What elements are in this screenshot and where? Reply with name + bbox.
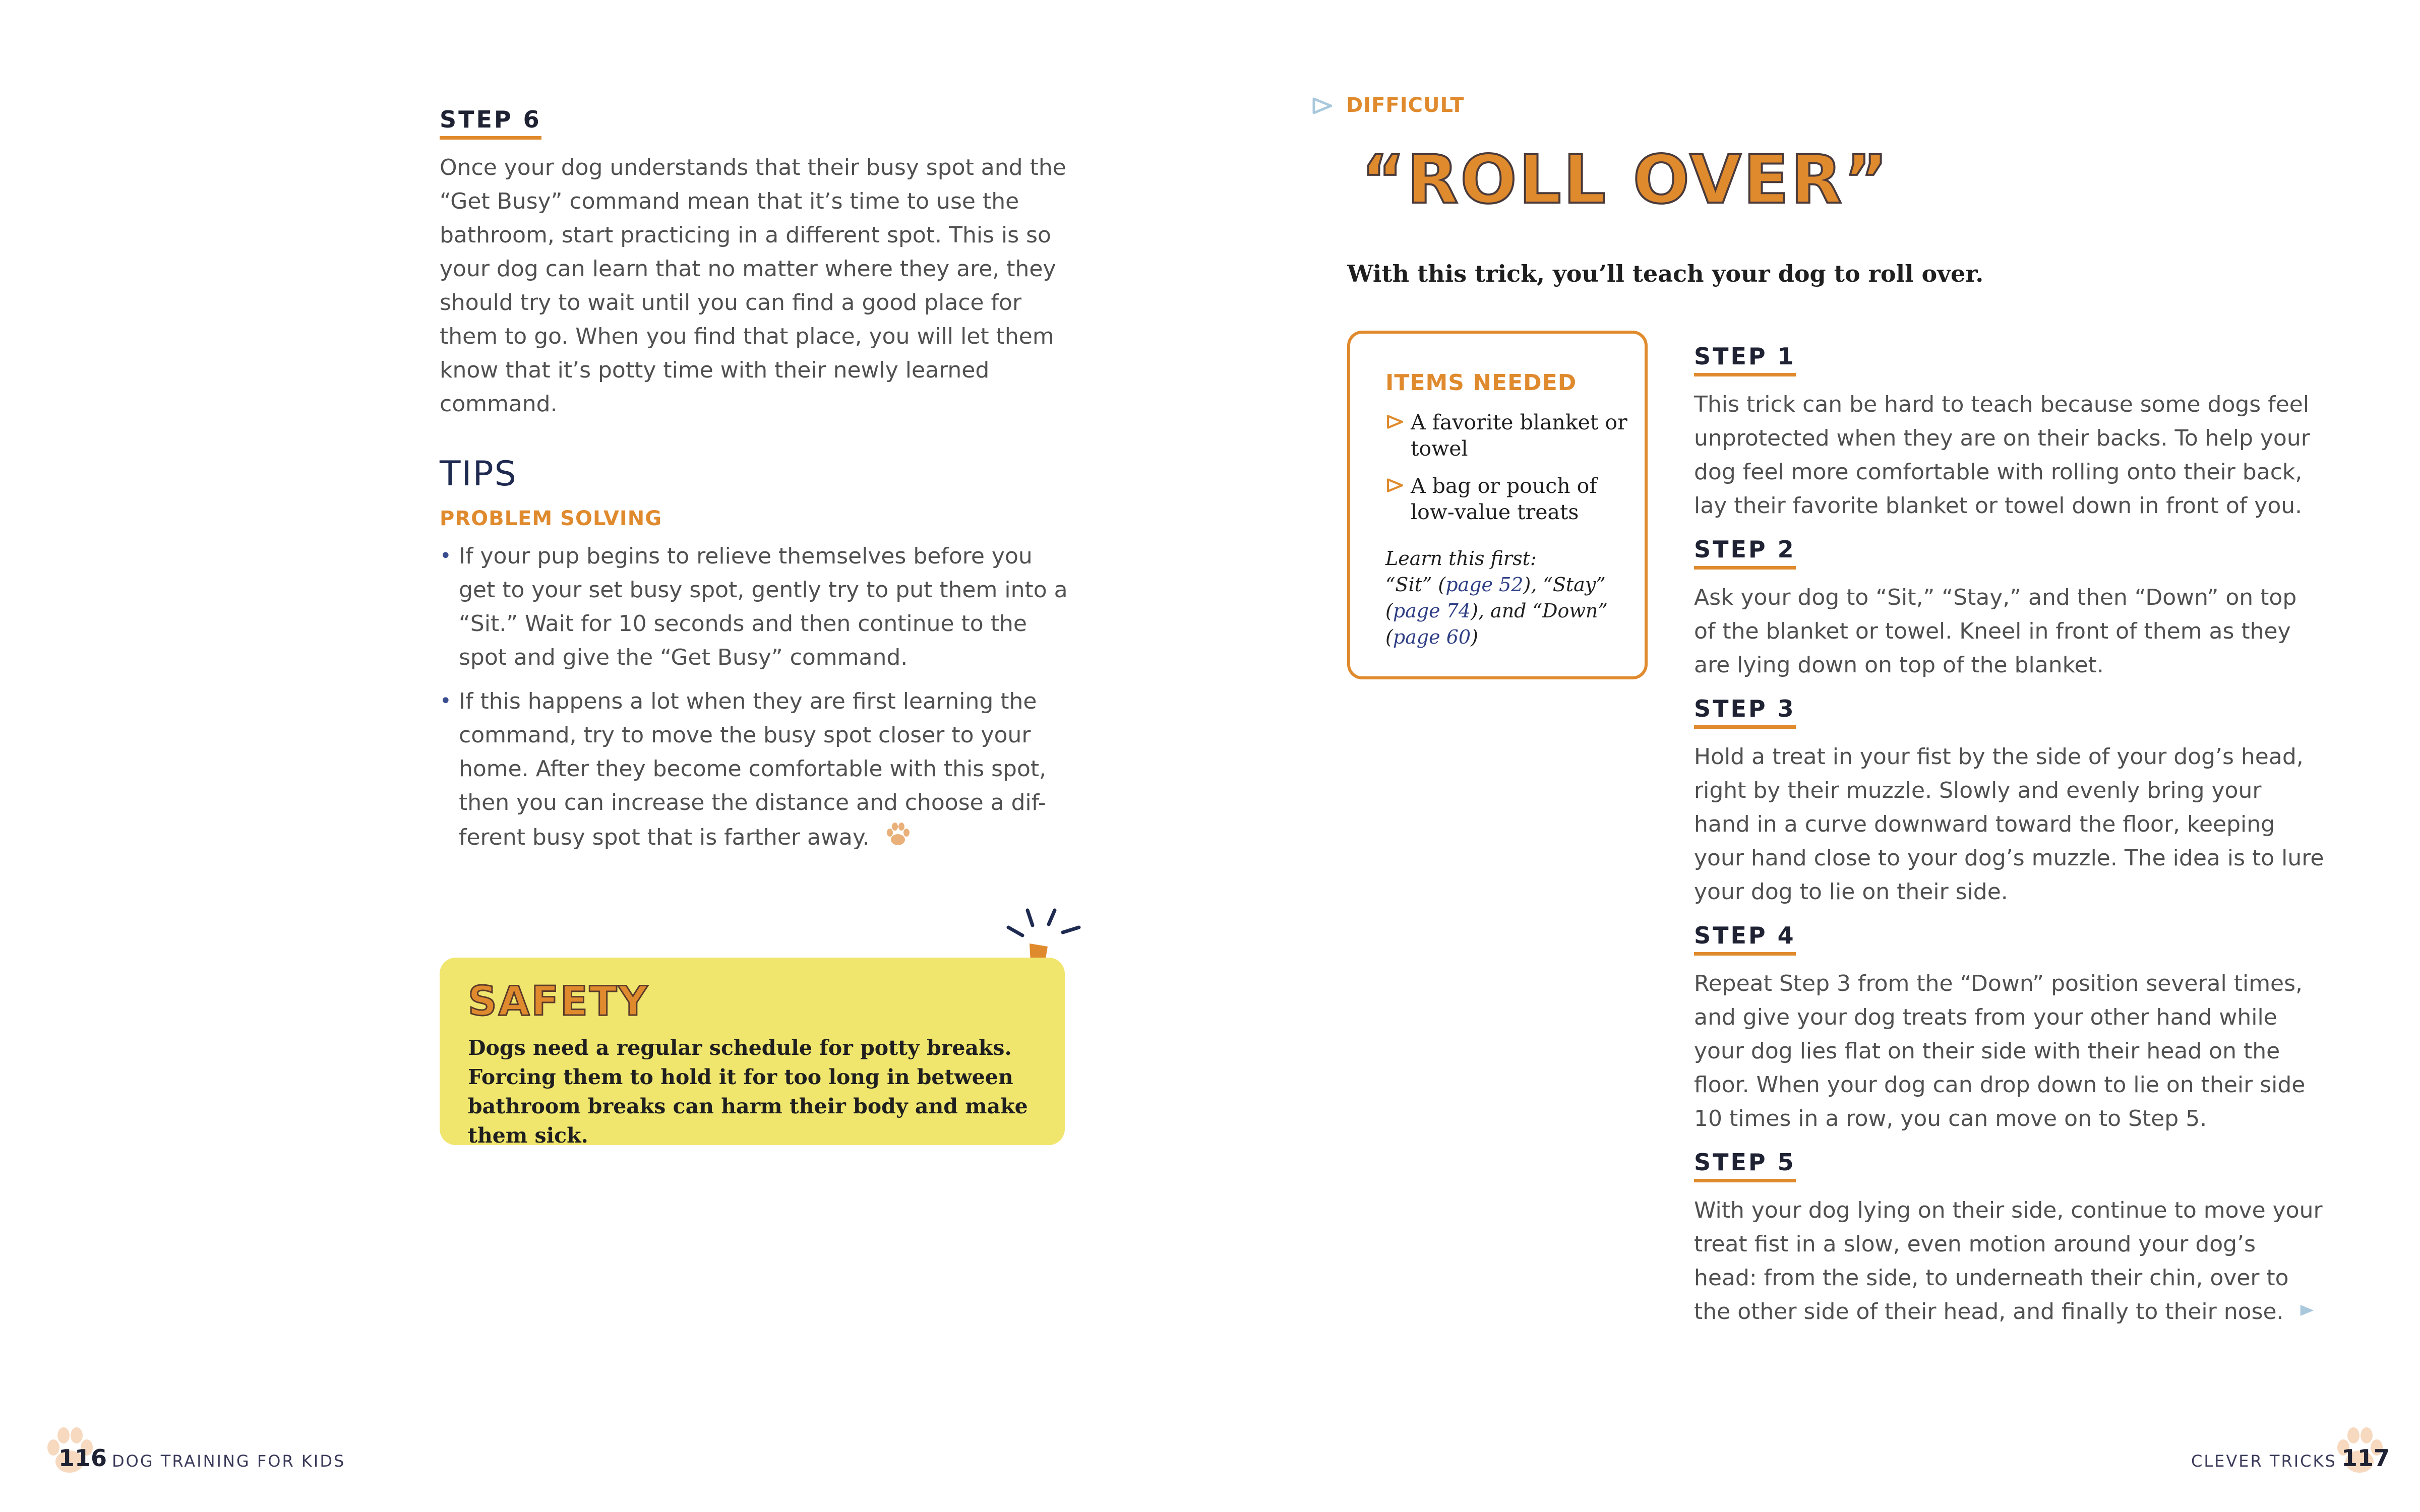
footer-book-title: DOG TRAINING FOR KIDS	[112, 1452, 346, 1471]
tip-text: If this happens a lot when they are first learning the command, try to move the busy spot closer to your home. After they become comfortable with this spot, then you can increase the distance and choose a dif-ferent busy spot that is farther away.	[459, 688, 1047, 850]
safety-text: Dogs need a regular schedule for potty breaks. Forcing them to hold it for too long in between bathroom breaks can harm their body and make them sick.	[468, 1036, 1028, 1148]
prereq-text: )	[1471, 626, 1478, 648]
triangle-bullet-icon	[1385, 413, 1405, 430]
step-4-heading: STEP 4	[1694, 922, 1796, 956]
step-5-heading: STEP 5	[1694, 1149, 1796, 1182]
prerequisite-links	[1385, 572, 1632, 650]
step-5-text-content: With your dog lying on their side, continue to move your treat fist in a slow, even motion around your dog’s head: from the side, to underneath their chin, over to the other side of their head, and finally to their nose.	[1694, 1198, 2323, 1325]
tips-title: TIPS	[440, 454, 517, 494]
step-2-text: Ask your dog to “Sit,” “Stay,” and then “Down” on top of the blanket or towel. Kneel in front of them as they are lying down on top of the blanket.	[1694, 585, 2297, 678]
step-2-heading: STEP 2	[1694, 536, 1796, 570]
step-3-heading: STEP 3	[1694, 695, 1796, 729]
step-block	[1694, 695, 2324, 909]
step-6-heading: STEP 6	[440, 106, 541, 140]
items-needed-title: ITEMS NEEDED	[1385, 370, 1577, 396]
step-3-text: Hold a treat in your fist by the side of your dog’s head, right by their muzzle. Slowly and evenly bring your hand in a curve downward toward the floor, keeping your hand close to your dog’s muzzle. The idea is to lure your dog to lie on their side.	[1694, 744, 2324, 905]
bullet-dot-icon: •	[440, 689, 452, 713]
page-number-left: 116	[58, 1444, 107, 1472]
triangle-bullet-icon	[1311, 96, 1334, 116]
safety-title: SAFETY	[468, 978, 649, 1025]
safety-box	[440, 958, 1065, 1148]
item-text: A favorite blanket or towel	[1411, 410, 1627, 461]
list-item	[440, 684, 1070, 854]
left-page-column	[440, 106, 1070, 864]
page-link-stay[interactable]: page 74	[1393, 600, 1471, 622]
learn-this-first-label: Learn this first:	[1385, 547, 1537, 570]
tips-list	[440, 539, 1070, 854]
step-5-text	[1694, 1193, 2324, 1329]
bullet-dot-icon: •	[440, 544, 452, 568]
prereq-text: ), “Stay” (	[1385, 574, 1606, 622]
trick-title: “ROLL OVER”	[1361, 141, 1890, 219]
step-block	[1694, 1149, 2324, 1329]
step-block	[1694, 343, 2324, 523]
item-text: A bag or pouch of low-value treats	[1411, 474, 1597, 524]
prereq-text: “Sit” (	[1385, 574, 1446, 596]
triangle-bullet-icon	[1385, 477, 1405, 494]
step-block	[1694, 536, 2324, 682]
list-item	[440, 539, 1070, 674]
list-item	[1385, 409, 1627, 462]
page-link-sit[interactable]: page 52	[1445, 574, 1524, 596]
learn-this-first	[1385, 545, 1632, 650]
step-block	[1694, 922, 2324, 1136]
step-4-text: Repeat Step 3 from the “Down” position several times, and give your dog treats from your other hand while your dog lies flat on their side with their head on the floor. When your dog can drop down to lie on their side 10 times in a row, you can move on to Step 5.	[1694, 971, 2306, 1131]
tip-text: If your pup begins to relieve themselves before you get to your set busy spot, gently try to put them into a “Sit.” Wait for 10 seconds and then continue to the spot and give the “Get Busy” command.	[459, 543, 1068, 670]
steps-column	[1694, 343, 2324, 1329]
problem-solving-subtitle: PROBLEM SOLVING	[440, 507, 662, 530]
items-needed-box	[1347, 331, 1648, 679]
footer-section-title: CLEVER TRICKS	[2191, 1452, 2337, 1471]
step-6-text: Once your dog understands that their busy spot and the “Get Busy” command mean that it’s time to use the bathroom, start practicing in a different spot. This is so your dog can learn that no matter where they are, they should try to wait until you can find a good place for them to go. When you find that place, you will let them know that it’s potty time with their newly learned command.	[440, 155, 1066, 417]
next-page-arrow-icon[interactable]	[2298, 1302, 2316, 1319]
page-number-right: 117	[2341, 1444, 2390, 1472]
trick-intro: With this trick, you’ll teach your dog to roll over.	[1347, 260, 1984, 287]
prereq-text: ), and “Down” (	[1385, 600, 1608, 648]
list-item	[1385, 473, 1627, 525]
step-1-heading: STEP 1	[1694, 343, 1796, 376]
page-link-down[interactable]: page 60	[1393, 626, 1471, 648]
paw-icon	[883, 820, 913, 850]
difficulty-label: DIFFICULT	[1346, 94, 1465, 117]
step-1-text: This trick can be hard to teach because some dogs feel unprotected when they are on their backs. To help your dog feel more comfortable with rolling onto their back, lay their favorite blanket or towel down in front of you.	[1694, 392, 2310, 519]
